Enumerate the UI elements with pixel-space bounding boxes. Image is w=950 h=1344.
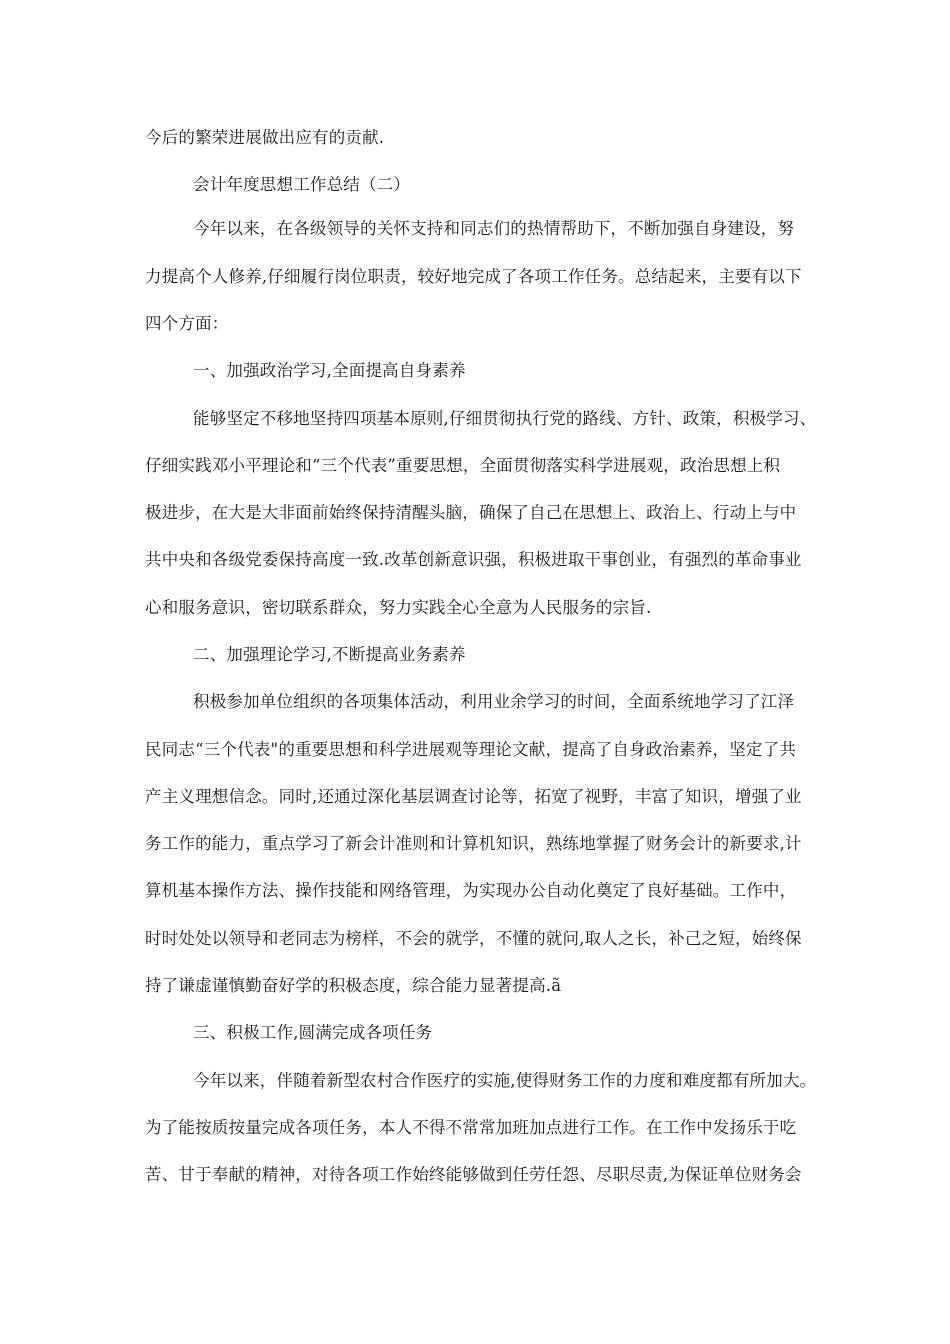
paragraph-line: 能够坚定不移地坚持四项基本原则,仔细贯彻执行党的路线、方针、政策，积极学习、 xyxy=(193,409,817,428)
paragraph-line: 今年以来，在各级领导的关怀支持和同志们的热情帮助下，不断加强自身建设，努 xyxy=(193,219,795,238)
paragraph-line: 持了谦虚谨慎勤奋好学的积极态度，综合能力显著提高.ã xyxy=(145,976,562,995)
paragraph-line: 民同志“三个代表"的重要思想和科学进展观等理论文献，提高了自身政治素养，坚定了共 xyxy=(145,740,797,759)
section-heading-2: 二、加强理论学习,不断提高业务素养 xyxy=(193,645,466,664)
paragraph-line: 仔细实践邓小平理论和“三个代表”重要思想，全面贯彻落实科学进展观，政治思想上积 xyxy=(145,456,781,475)
paragraph-line: 务工作的能力，重点学习了新会计准则和计算机知识，熟练地掌握了财务会计的新要求,计 xyxy=(145,834,802,853)
section-heading-3: 三、积极工作,圆满完成各项任务 xyxy=(193,1023,433,1042)
paragraph-line: 算机基本操作方法、操作技能和网络管理，为实现办公自动化奠定了良好基础。工作中， xyxy=(145,881,797,900)
paragraph-line: 共中央和各级党委保持高度一致.改革创新意识强，积极进取干事创业，有强烈的革命事业 xyxy=(145,550,802,569)
paragraph-line: 苦、甘于奉献的精神，对待各项工作始终能够做到任劳任怨、尽职尽责,为保证单位财务会 xyxy=(145,1165,802,1184)
section-heading-1: 一、加强政治学习,全面提高自身素养 xyxy=(193,361,466,380)
paragraph-line: 时时处处以领导和老同志为榜样，不会的就学，不懂的就问,取人之长，补己之短，始终保 xyxy=(145,929,802,948)
section-title: 会计年度思想工作总结（二） xyxy=(193,175,411,194)
paragraph-continuation: 今后的繁荣进展做出应有的贡献. xyxy=(145,128,385,147)
paragraph-line: 产主义理想信念。同时,还通过深化基层调查讨论等，拓宽了视野，丰富了知识，增强了业 xyxy=(145,787,802,806)
paragraph-line: 极进步，在大是大非面前始终保持清醒头脑，确保了自己在思想上、政治上、行动上与中 xyxy=(145,503,797,522)
paragraph-line: 四个方面： xyxy=(145,314,229,333)
paragraph-line: 为了能按质按量完成各项任务，本人不得不常常加班加点进行工作。在工作中发扬乐于吃 xyxy=(145,1118,797,1137)
paragraph-line: 力提高个人修养,仔细履行岗位职责，较好地完成了各项工作任务。总结起来，主要有以下 xyxy=(145,267,802,286)
paragraph-line: 积极参加单位组织的各项集体活动，利用业余学习的时间，全面系统地学习了江泽 xyxy=(193,692,795,711)
paragraph-line: 心和服务意识，密切联系群众，努力实践全心全意为人民服务的宗旨. xyxy=(145,598,652,617)
paragraph-line: 今年以来，伴随着新型农村合作医疗的实施,使得财务工作的力度和难度都有所加大。 xyxy=(193,1071,817,1090)
